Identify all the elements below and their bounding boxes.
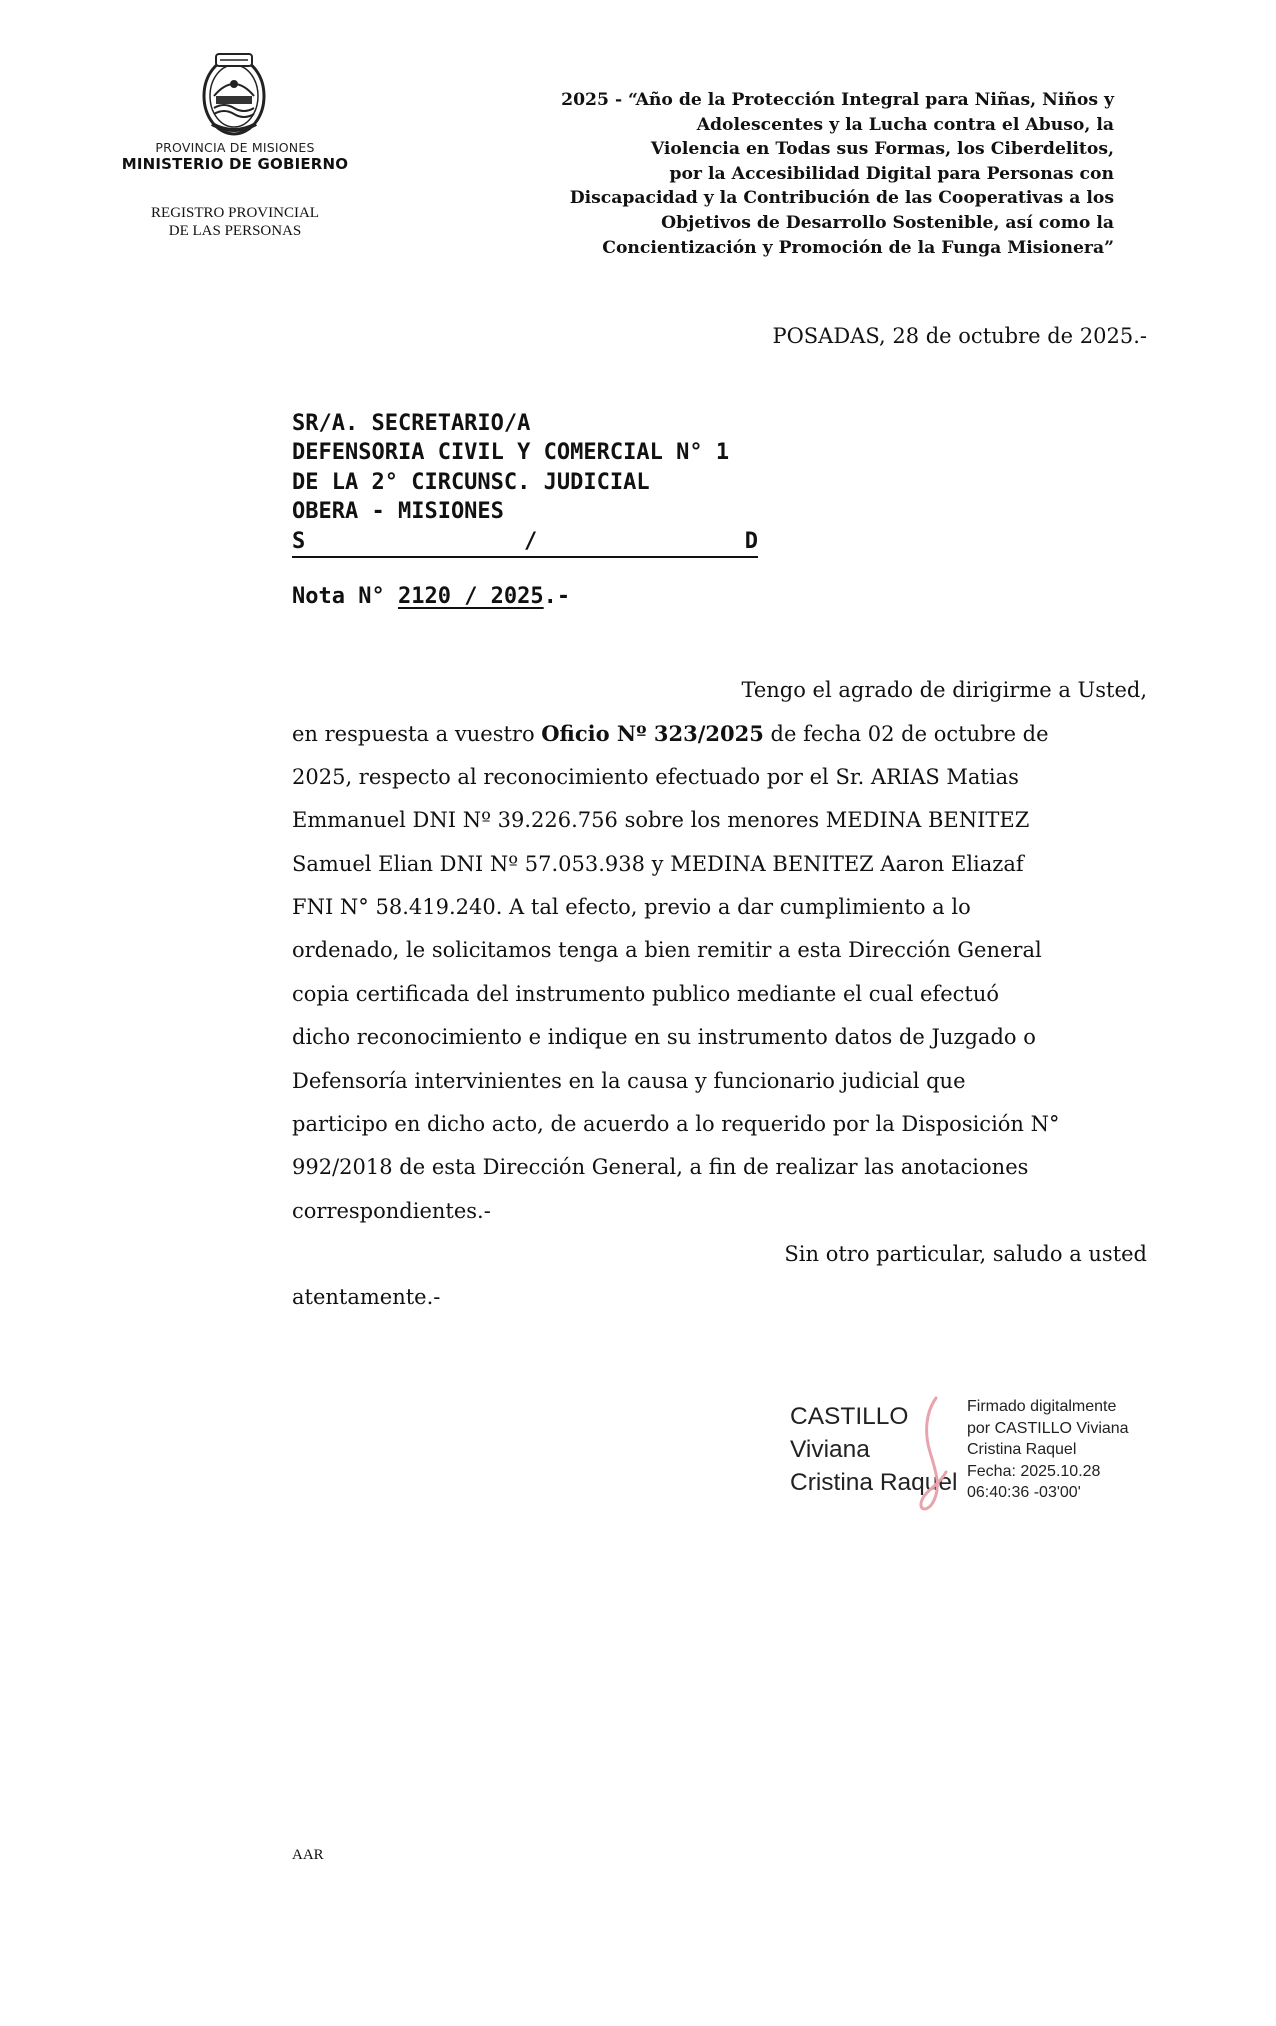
provincial-seal-icon: [190, 50, 278, 138]
document-date: POSADAS, 28 de octubre de 2025.-: [772, 324, 1147, 348]
body-line: Defensoría intervinientes en la causa y funcionario judicial que: [292, 1068, 966, 1093]
oficio-reference: Oficio Nº 323/2025: [541, 721, 764, 747]
body-line: copia certificada del instrumento publico mediante el cual efectuó: [292, 981, 999, 1006]
registry-line: REGISTRO PROVINCIAL: [151, 205, 319, 221]
digital-signature-meta: Firmado digitalmente por CASTILLO Viviana Cristina Raquel Fecha: 2025.10.28 06:40:36 -03'00': [967, 1398, 1129, 1501]
registry-name: [130, 204, 340, 240]
body-line: 992/2018 de esta Dirección General, a fin de realizar las anotaciones: [292, 1155, 1029, 1180]
signer-name: CASTILLO Viviana Cristina Raquel: [790, 1403, 958, 1496]
sd-d: D: [744, 528, 758, 554]
body-line: en respuesta a vuestro Oficio Nº 323/2025 de fecha 02 de octubre de: [292, 721, 1049, 747]
sd-s: S: [292, 528, 306, 554]
motto-line: 2025 - “Año de la Protección Integral para Niñas, Niños y: [561, 90, 1114, 110]
recipient-line: DE LA 2° CIRCUNSC. JUDICIAL: [292, 469, 650, 495]
motto-line: por la Accesibilidad Digital para Personas con: [669, 163, 1114, 184]
recipient-line: DEFENSORIA CIVIL Y COMERCIAL N° 1: [292, 440, 730, 466]
body-line: Emmanuel DNI Nº 39.226.756 sobre los menores MEDINA BENITEZ: [292, 808, 1030, 833]
sd-slash: /: [524, 528, 538, 554]
su-despacho-line: [292, 527, 758, 558]
body-line: Sin otro particular, saludo a usted: [784, 1242, 1147, 1267]
body-line: dicho reconocimiento e indique en su instrumento datos de Juzgado o: [292, 1025, 1036, 1050]
note-number: [292, 582, 570, 612]
recipient-line: OBERA - MISIONES: [292, 499, 504, 525]
signature-flourish-icon: [896, 1392, 976, 1518]
motto-line: Discapacidad y la Contribución de las Cooperativas a los: [569, 188, 1114, 209]
note-label: Nota N°: [292, 584, 385, 609]
province-name: PROVINCIA DE MISIONES: [155, 140, 315, 155]
recipient-line: SR/A. SECRETARIO/A: [292, 411, 531, 436]
body-line: correspondientes.-: [292, 1198, 491, 1223]
body-line: Samuel Elian DNI Nº 57.053.938 y MEDINA BENITEZ Aaron Eliazaf: [292, 851, 1024, 876]
recipient-block: [292, 409, 758, 558]
letter-body: [292, 669, 1147, 1320]
motto-line: Concientización y Promoción de la Funga Misionera”: [602, 237, 1114, 258]
ministry-block: [110, 140, 360, 173]
year-motto: [420, 88, 1114, 260]
motto-line: Objetivos de Desarrollo Sostenible, así como la: [661, 212, 1114, 233]
note-suffix: .-: [543, 584, 571, 609]
note-number-value: 2120 / 2025: [397, 584, 544, 609]
body-line: participo en dicho acto, de acuerdo a lo requerido por la Disposición N°: [292, 1111, 1060, 1136]
body-line: Tengo el agrado de dirigirme a Usted,: [741, 678, 1147, 702]
ministry-name: MINISTERIO DE GOBIERNO: [121, 155, 349, 173]
motto-line: Adolescentes y la Lucha contra el Abuso, la: [696, 114, 1114, 135]
body-line: 2025, respecto al reconocimiento efectuado por el Sr. ARIAS Matias: [292, 764, 1019, 789]
typist-initials: AAR: [292, 1847, 324, 1863]
body-line: FNI N° 58.419.240. A tal efecto, previo a dar cumplimiento a lo: [292, 894, 971, 919]
body-line: ordenado, le solicitamos tenga a bien remitir a esta Dirección General: [292, 938, 1042, 963]
body-line: atentamente.-: [292, 1285, 441, 1310]
registry-line: DE LAS PERSONAS: [168, 223, 302, 239]
motto-line: Violencia en Todas sus Formas, los Ciberdelitos,: [650, 139, 1114, 160]
